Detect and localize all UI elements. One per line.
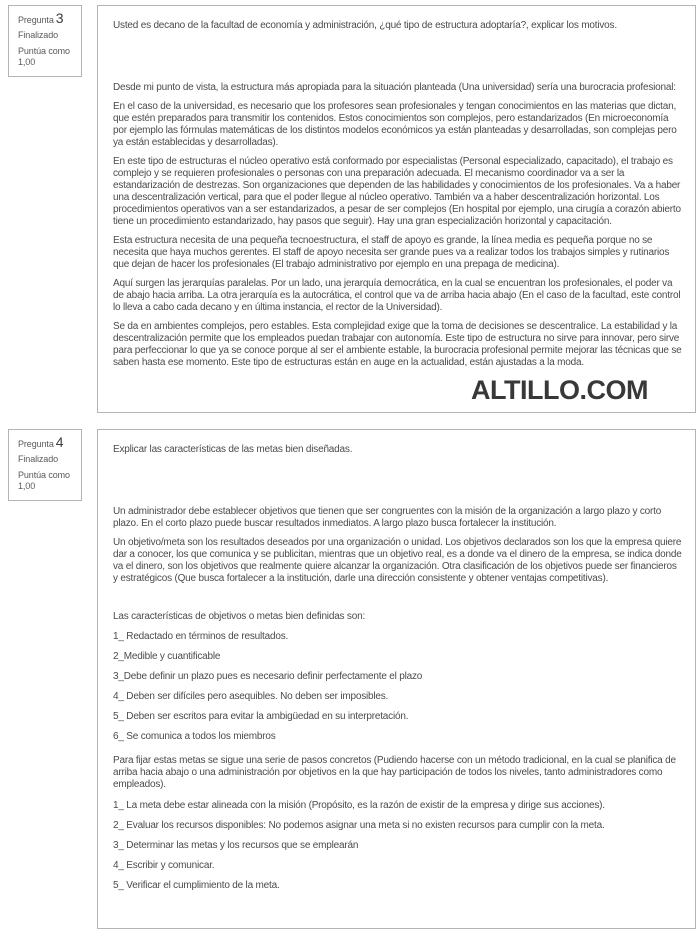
altillo-watermark-logo: ALTILLO.COM [471, 375, 648, 405]
list-item: 5_ Verificar el cumplimiento de la meta. [113, 880, 280, 891]
grade-label: Puntúa como [18, 470, 70, 480]
question-number-line [18, 10, 75, 26]
grade-value: 1,00 [18, 57, 36, 67]
list-item: 4_ Escribir y comunicar. [113, 860, 215, 871]
grade-label: Puntúa como [18, 46, 70, 56]
question-3-content-box [97, 5, 696, 413]
steps-intro: Para fijar estas metas se sigue una serie de pasos concretos (Pudiendo hacerse con un método tradicional, en la cual se planifica de arriba hacia abajo o una administración por objetivos en la que hay participación de todos los niveles, tanto administradores como empleados). [113, 755, 676, 790]
question-label: Pregunta [18, 439, 54, 449]
answer-paragraph: Aquí surgen las jerarquías paralelas. Por un lado, una jerarquía democrática, en la cual se encuentran los profesionales, el poder va de abajo hacia arriba. La otra jerarquía es la autocrática, el control que va de arriba hacia abajo (En el caso de la facultad, este control lo lleva a cabo cada decano y en última instancia, el rector de la Universidad). [113, 278, 681, 313]
answer-paragraph: Esta estructura necesita de una pequeña tecnoestructura, el staff de apoyo es grande, la línea media es pequeña porque no se necesita que haya muchos gerentes. El staff de apoyo necesita ser grande pues va a realizar todos los trabajos simples y rutinarios que dejan de hacer los profesionales (El trabajo administrativo por ejemplo en una prepaga de medicina). [113, 235, 670, 270]
list-item: 2_Medible y cuantificable [113, 651, 221, 662]
question-4-content-box [97, 429, 696, 929]
grade-value: 1,00 [18, 481, 36, 491]
list-item: 3_ Determinar las metas y los recursos que se emplearán [113, 840, 359, 851]
answer-paragraph: Un objetivo/meta son los resultados deseados por una organización o unidad. Los objetivos declarados son los que la empresa quiere dar a conocer, los que comunica y se publicitan, mientras que un objetivo real, es a donde va el dinero de la empresa, se indica donde va el dinero, son los objetivos que realmente quiere alcanzar la organización. Otra clasificación de los objetivos puede ser financieros y estratégicos (Que busca fortalecer a la institución, darle una dirección consistente y obtener ventajas competitivas). [113, 537, 682, 584]
steps-list [113, 800, 683, 892]
list-item: 4_ Deben ser difíciles pero asequibles. No deben ser imposibles. [113, 691, 389, 702]
question-text: Usted es decano de la facultad de economía y administración, ¿qué tipo de estructura adoptaría?, explicar los motivos. [113, 20, 617, 31]
answer-paragraph: Un administrador debe establecer objetivos que tienen que ser congruentes con la misión de la organización a largo plazo y corto plazo. En el corto plazo puede buscar resultados inmediatos. A largo plazo busca fortalecer la institución. [113, 506, 662, 529]
characteristics-intro: Las características de objetivos o metas bien definidas son: [113, 611, 366, 622]
question-label: Pregunta [18, 15, 54, 25]
question-3-row [8, 5, 696, 413]
question-state: Finalizado [18, 30, 59, 40]
characteristics-list [113, 631, 683, 743]
question-4-info-box [8, 429, 82, 501]
question-state: Finalizado [18, 454, 59, 464]
question-number: 4 [55, 434, 64, 450]
list-item: 2_ Evaluar los recursos disponibles: No podemos asignar una meta si no existen recursos para cumplir con la meta. [113, 820, 605, 831]
answer-paragraph: En el caso de la universidad, es necesario que los profesores sean profesionales y tengan conocimientos en las materias que dictan, que estén preparados para transmitir los contenidos. Estos conocimientos son complejos, pero estandarizados (En microeconomía por ejemplo las fórmulas matemáticas de los distintos modelos económicos ya están planteadas y desarrolladas, son complejas pero ya están establecidas y desarrolladas). [113, 101, 677, 148]
question-4-row [8, 429, 696, 929]
list-item: 5_ Deben ser escritos para evitar la ambigüedad en su interpretación. [113, 711, 409, 722]
question-number: 3 [55, 10, 64, 26]
list-item: 6_ Se comunica a todos los miembros [113, 731, 276, 742]
question-3-info-box [8, 5, 82, 77]
question-number-line [18, 434, 75, 450]
list-item: 1_ Redactado en términos de resultados. [113, 631, 289, 642]
list-item: 1_ La meta debe estar alineada con la misión (Propósito, es la razón de existir de la empresa y dirige sus acciones). [113, 800, 605, 811]
question-text: Explicar las características de las metas bien diseñadas. [113, 444, 353, 455]
answer-paragraph: En este tipo de estructuras el núcleo operativo está conformado por especialistas (Personal especializado, capacitado), el trabajo es complejo y se requieren profesionales o personas con una preparación adecuada. El mecanismo coordinador va a ser la estandarización de destrezas. Son organizaciones que dependen de las habilidades y conocimientos de los profesionales. Va a haber una descentralización vertical, para que el poder llegue al núcleo operativo. También va a haber descentralización horizontal. Los procedimientos operativos van a ser estandarizados, a pesar de ser complejos (En hospital por ejemplo, una cirugía a corazón abierto tiene un procedimiento estandarizado, hay pasos que seguir). Hay una gran especialización horizontal y capacitación. [113, 156, 681, 227]
answer-text [113, 506, 683, 892]
list-item: 3_Debe definir un plazo pues es necesario definir perfectamente el plazo [113, 671, 423, 682]
answer-text [113, 82, 683, 369]
answer-paragraph: Se da en ambientes complejos, pero estables. Esta complejidad exige que la toma de decisiones se descentralice. La estabilidad y la descentralización permite que los empleados puedan trabajar con autonomía. Este tipo de estructura no sirve para innovar, pero sirve para perfeccionar lo que ya se conoce porque al ser el ambiente estable, la burocracia profesional permite mejorar las técnicas que se saben hasta ese momento. Este tipo de estructuras están en auge en la actualidad, están ajustadas a la moda. [113, 321, 682, 368]
answer-paragraph: Desde mi punto de vista, la estructura más apropiada para la situación planteada (Una universidad) sería una burocracia profesional: [113, 82, 676, 93]
